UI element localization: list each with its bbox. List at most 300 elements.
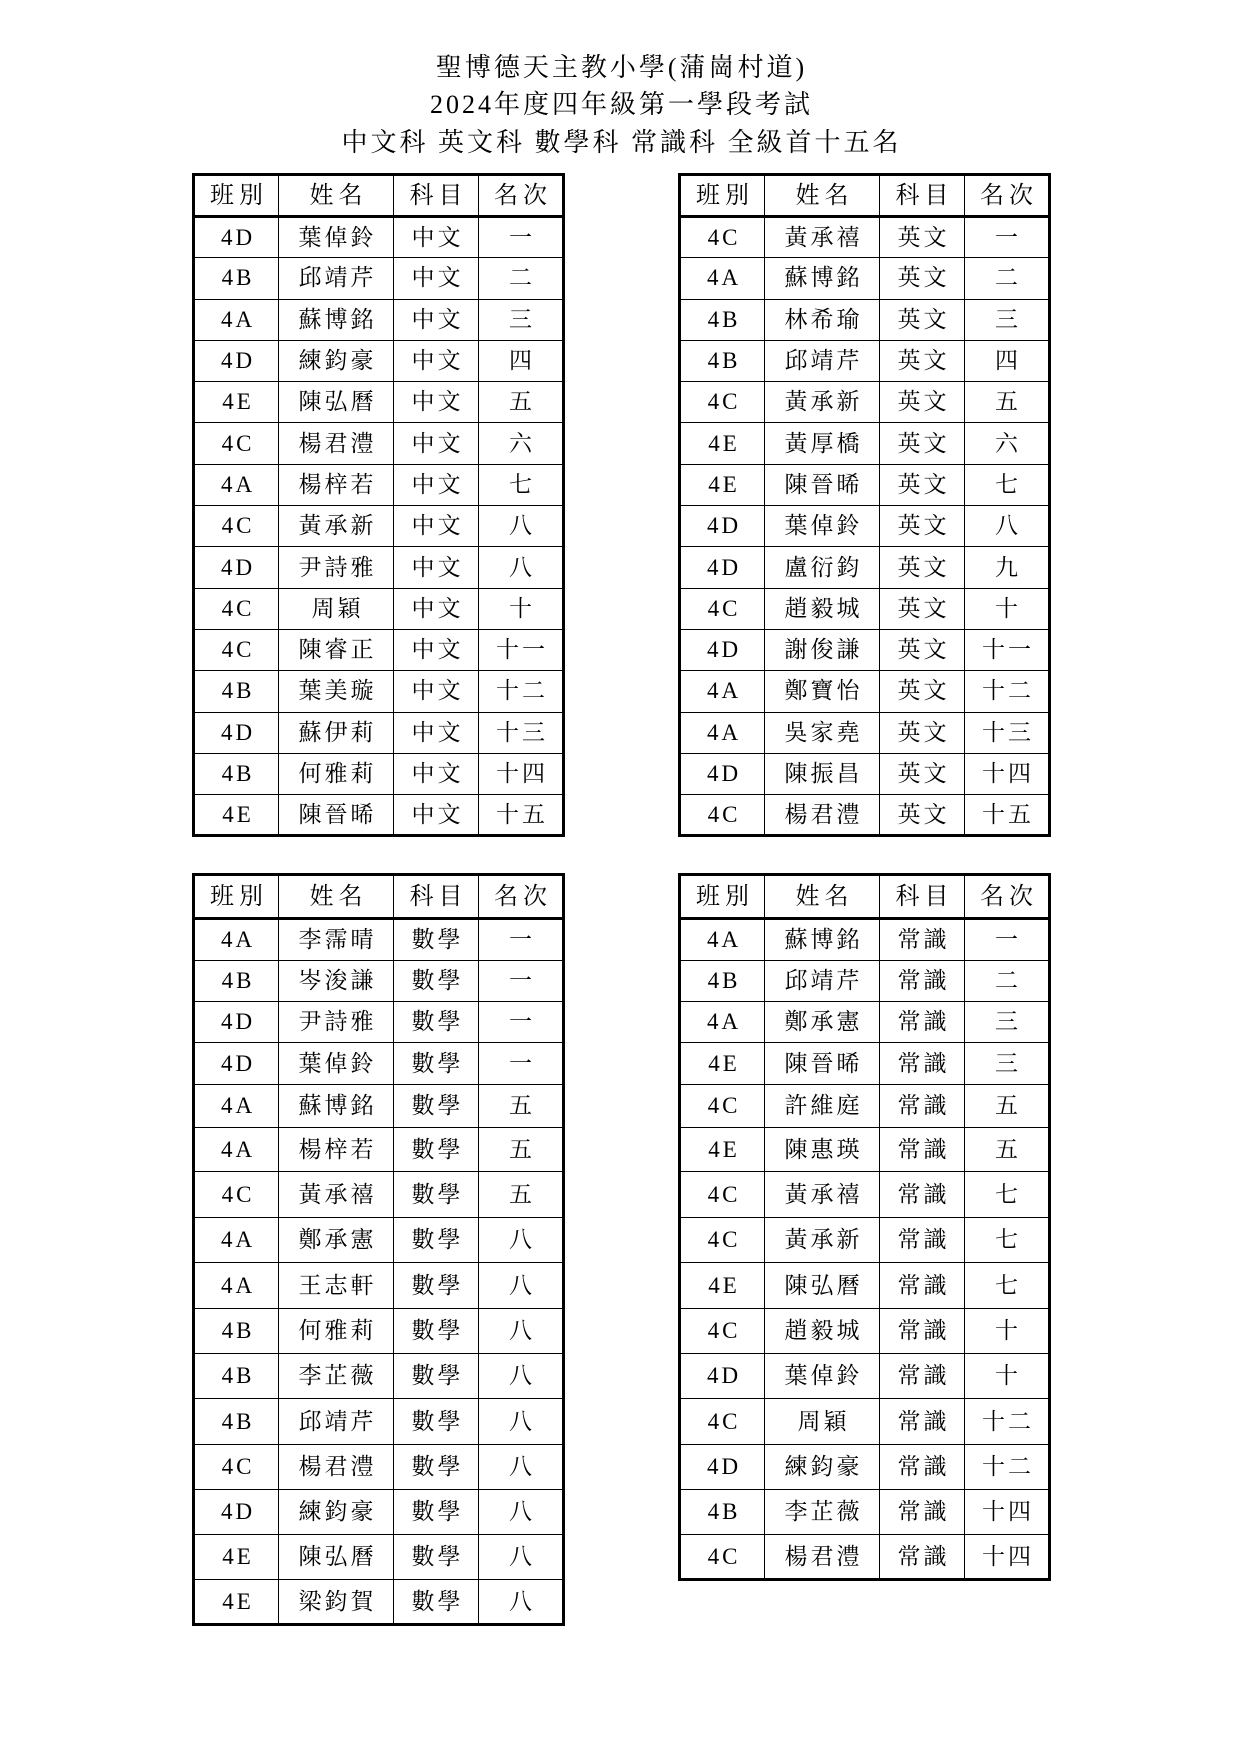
table-row [680, 299, 1050, 340]
subject-cell: 常識 [880, 961, 965, 1002]
class-cell: 4A [680, 258, 765, 299]
rank-cell: 八 [479, 1580, 564, 1625]
subject-cell: 數學 [394, 961, 479, 1002]
column-header-name: 姓名 [765, 175, 880, 217]
subject-cell: 英文 [880, 258, 965, 299]
rank-cell: 十一 [965, 629, 1050, 670]
table-row [194, 1354, 564, 1399]
rank-cell: 五 [965, 1128, 1050, 1172]
class-cell: 4E [194, 795, 279, 836]
rank-cell: 十 [479, 588, 564, 629]
name-cell: 楊君澧 [765, 1535, 880, 1580]
column-header-class: 班別 [680, 175, 765, 217]
subject-cell: 中文 [394, 629, 479, 670]
table-row [680, 1309, 1050, 1354]
table-row [680, 1002, 1050, 1043]
subject-cell: 英文 [880, 671, 965, 712]
subject-cell: 數學 [394, 1043, 479, 1085]
subject-cell: 數學 [394, 1002, 479, 1043]
name-cell: 鄭承憲 [279, 1218, 394, 1263]
name-cell: 李芷薇 [279, 1354, 394, 1399]
subject-cell: 中文 [394, 795, 479, 836]
rank-cell: 十二 [965, 1445, 1050, 1490]
subject-cell: 數學 [394, 1490, 479, 1535]
subject-cell: 英文 [880, 423, 965, 464]
class-cell: 4C [680, 382, 765, 423]
subject-cell: 常識 [880, 1085, 965, 1128]
class-cell: 4D [680, 629, 765, 670]
column-header-class: 班別 [680, 875, 765, 919]
rank-cell: 十四 [965, 753, 1050, 794]
rank-cell: 二 [965, 961, 1050, 1002]
class-cell: 4A [680, 712, 765, 753]
subject-cell: 常識 [880, 1399, 965, 1445]
name-cell: 蘇博銘 [279, 1085, 394, 1128]
class-cell: 4D [194, 1490, 279, 1535]
rank-cell: 七 [479, 464, 564, 505]
class-cell: 4C [680, 217, 765, 258]
name-cell: 葉倬鈴 [279, 217, 394, 258]
document-subtitle: 中文科 英文科 數學科 常識科 全級首十五名 [341, 128, 902, 157]
name-cell: 陳睿正 [279, 629, 394, 670]
class-cell: 4C [194, 1445, 279, 1490]
table-row [194, 753, 564, 794]
rank-cell: 十三 [965, 712, 1050, 753]
rank-cell: 五 [965, 1085, 1050, 1128]
class-cell: 4A [194, 919, 279, 961]
name-cell: 岑浚謙 [279, 961, 394, 1002]
chinese-ranking-table [192, 173, 565, 837]
class-cell: 4C [194, 1172, 279, 1218]
class-cell: 4C [680, 1172, 765, 1218]
table-header-row [194, 175, 564, 217]
rank-cell: 五 [479, 1085, 564, 1128]
subject-cell: 數學 [394, 1172, 479, 1218]
table-row [680, 1128, 1050, 1172]
table-body [680, 217, 1050, 836]
table-row [194, 382, 564, 423]
subject-cell: 中文 [394, 464, 479, 505]
table-header-row [680, 175, 1050, 217]
rank-cell: 四 [479, 340, 564, 381]
class-cell: 4C [194, 423, 279, 464]
table-row [194, 1218, 564, 1263]
table-row [194, 258, 564, 299]
name-cell: 楊君澧 [765, 795, 880, 836]
table-row [680, 961, 1050, 1002]
table-row [194, 629, 564, 670]
subject-cell: 中文 [394, 382, 479, 423]
table-row [680, 795, 1050, 836]
subject-cell: 常識 [880, 1535, 965, 1580]
rank-cell: 三 [965, 1043, 1050, 1085]
name-cell: 趙毅城 [765, 588, 880, 629]
subject-cell: 英文 [880, 712, 965, 753]
name-cell: 練鈞豪 [765, 1445, 880, 1490]
rank-cell: 五 [479, 1128, 564, 1172]
name-cell: 黃承新 [765, 1218, 880, 1263]
class-cell: 4A [194, 1263, 279, 1309]
subject-cell: 數學 [394, 1218, 479, 1263]
name-cell: 黃承新 [765, 382, 880, 423]
name-cell: 葉倬鈴 [279, 1043, 394, 1085]
class-cell: 4A [680, 671, 765, 712]
subject-cell: 英文 [880, 629, 965, 670]
table-row [680, 1445, 1050, 1490]
class-cell: 4B [194, 753, 279, 794]
name-cell: 謝俊謙 [765, 629, 880, 670]
rank-cell: 五 [965, 382, 1050, 423]
table-header-row [194, 875, 564, 919]
rank-cell: 十 [965, 1309, 1050, 1354]
table-row [680, 1354, 1050, 1399]
name-cell: 楊梓若 [279, 464, 394, 505]
class-cell: 4E [680, 1128, 765, 1172]
class-cell: 4B [194, 961, 279, 1002]
class-cell: 4B [194, 1309, 279, 1354]
class-cell: 4C [680, 588, 765, 629]
class-cell: 4B [194, 258, 279, 299]
rank-cell: 十五 [965, 795, 1050, 836]
rank-cell: 五 [479, 1172, 564, 1218]
rank-cell: 九 [965, 547, 1050, 588]
subject-cell: 常識 [880, 1490, 965, 1535]
rank-cell: 八 [479, 1535, 564, 1580]
subject-cell: 中文 [394, 671, 479, 712]
class-cell: 4C [194, 629, 279, 670]
subject-cell: 英文 [880, 547, 965, 588]
class-cell: 4A [194, 1085, 279, 1128]
name-cell: 葉倬鈴 [765, 506, 880, 547]
subject-cell: 英文 [880, 382, 965, 423]
class-cell: 4B [680, 299, 765, 340]
rank-cell: 一 [479, 1002, 564, 1043]
table-row [194, 547, 564, 588]
subject-cell: 數學 [394, 1399, 479, 1445]
name-cell: 盧衍鈞 [765, 547, 880, 588]
rank-cell: 十四 [965, 1535, 1050, 1580]
table-row [194, 1002, 564, 1043]
table-row [680, 671, 1050, 712]
math-ranking-table [192, 873, 565, 1626]
column-header-class: 班別 [194, 175, 279, 217]
column-header-name: 姓名 [279, 175, 394, 217]
rank-cell: 八 [965, 506, 1050, 547]
rank-cell: 十四 [965, 1490, 1050, 1535]
class-cell: 4E [194, 1535, 279, 1580]
table-row [680, 629, 1050, 670]
subject-cell: 英文 [880, 464, 965, 505]
subject-cell: 數學 [394, 1263, 479, 1309]
table-row [680, 1263, 1050, 1309]
table-row [680, 1535, 1050, 1580]
rank-cell: 六 [479, 423, 564, 464]
name-cell: 蘇博銘 [765, 919, 880, 961]
rank-cell: 七 [965, 1172, 1050, 1218]
class-cell: 4B [194, 1399, 279, 1445]
table-row [194, 1128, 564, 1172]
name-cell: 黃厚橋 [765, 423, 880, 464]
rank-cell: 十二 [479, 671, 564, 712]
rank-cell: 八 [479, 1445, 564, 1490]
rank-cell: 十四 [479, 753, 564, 794]
name-cell: 尹詩雅 [279, 547, 394, 588]
name-cell: 梁鈞賀 [279, 1580, 394, 1625]
subject-cell: 英文 [880, 795, 965, 836]
rank-cell: 十五 [479, 795, 564, 836]
rank-cell: 八 [479, 1263, 564, 1309]
subject-cell: 英文 [880, 506, 965, 547]
name-cell: 練鈞豪 [279, 340, 394, 381]
table-row [194, 588, 564, 629]
name-cell: 黃承禧 [765, 1172, 880, 1218]
subject-cell: 數學 [394, 919, 479, 961]
column-header-rank: 名次 [965, 875, 1050, 919]
table-row [680, 1218, 1050, 1263]
table-row [194, 423, 564, 464]
subject-cell: 常識 [880, 1309, 965, 1354]
table-body [680, 919, 1050, 1580]
subject-cell: 數學 [394, 1128, 479, 1172]
name-cell: 鄭承憲 [765, 1002, 880, 1043]
class-cell: 4E [680, 464, 765, 505]
class-cell: 4C [680, 1309, 765, 1354]
name-cell: 吳家堯 [765, 712, 880, 753]
table-row [680, 258, 1050, 299]
name-cell: 蘇伊莉 [279, 712, 394, 753]
class-cell: 4E [680, 1043, 765, 1085]
class-cell: 4D [194, 1043, 279, 1085]
subject-cell: 常識 [880, 1354, 965, 1399]
class-cell: 4C [680, 1535, 765, 1580]
rank-cell: 一 [965, 919, 1050, 961]
class-cell: 4E [680, 1263, 765, 1309]
rank-cell: 七 [965, 464, 1050, 505]
rank-cell: 一 [479, 217, 564, 258]
table-row [680, 547, 1050, 588]
subject-cell: 常識 [880, 1128, 965, 1172]
subject-cell: 英文 [880, 588, 965, 629]
name-cell: 周穎 [765, 1399, 880, 1445]
subject-cell: 中文 [394, 753, 479, 794]
table-row [194, 299, 564, 340]
name-cell: 楊君澧 [279, 423, 394, 464]
table-row [680, 340, 1050, 381]
table-row [194, 1490, 564, 1535]
class-cell: 4B [680, 340, 765, 381]
subject-cell: 中文 [394, 423, 479, 464]
table-row [194, 340, 564, 381]
name-cell: 黃承新 [279, 506, 394, 547]
class-cell: 4C [680, 795, 765, 836]
table-row [194, 712, 564, 753]
name-cell: 蘇博銘 [279, 299, 394, 340]
column-header-subject: 科目 [880, 875, 965, 919]
subject-cell: 常識 [880, 1002, 965, 1043]
class-cell: 4C [680, 1399, 765, 1445]
class-cell: 4B [680, 1490, 765, 1535]
english-ranking-table [678, 173, 1051, 837]
rank-cell: 八 [479, 1309, 564, 1354]
name-cell: 周穎 [279, 588, 394, 629]
table-row [194, 1309, 564, 1354]
rank-cell: 三 [965, 299, 1050, 340]
subject-cell: 常識 [880, 1218, 965, 1263]
name-cell: 蘇博銘 [765, 258, 880, 299]
rank-cell: 八 [479, 1218, 564, 1263]
name-cell: 陳振昌 [765, 753, 880, 794]
table-body [194, 217, 564, 836]
subject-cell: 中文 [394, 258, 479, 299]
name-cell: 葉倬鈴 [765, 1354, 880, 1399]
name-cell: 黃承禧 [279, 1172, 394, 1218]
class-cell: 4D [194, 547, 279, 588]
class-cell: 4B [194, 671, 279, 712]
subject-cell: 中文 [394, 340, 479, 381]
subject-cell: 中文 [394, 588, 479, 629]
class-cell: 4B [680, 961, 765, 1002]
rank-cell: 六 [965, 423, 1050, 464]
name-cell: 何雅莉 [279, 1309, 394, 1354]
subject-cell: 數學 [394, 1309, 479, 1354]
class-cell: 4D [680, 753, 765, 794]
name-cell: 陳晉晞 [279, 795, 394, 836]
table-row [194, 919, 564, 961]
name-cell: 楊梓若 [279, 1128, 394, 1172]
rank-cell: 八 [479, 1399, 564, 1445]
name-cell: 陳弘曆 [279, 1535, 394, 1580]
table-row [194, 671, 564, 712]
name-cell: 邱靖芹 [765, 961, 880, 1002]
column-header-subject: 科目 [880, 175, 965, 217]
subject-cell: 常識 [880, 1172, 965, 1218]
subject-cell: 英文 [880, 753, 965, 794]
table-row [194, 1535, 564, 1580]
name-cell: 王志軒 [279, 1263, 394, 1309]
class-cell: 4D [680, 547, 765, 588]
class-cell: 4D [680, 1354, 765, 1399]
name-cell: 陳惠瑛 [765, 1128, 880, 1172]
rank-cell: 八 [479, 547, 564, 588]
table-row [680, 1172, 1050, 1218]
subject-cell: 中文 [394, 217, 479, 258]
name-cell: 邱靖芹 [765, 340, 880, 381]
rank-cell: 四 [965, 340, 1050, 381]
rank-cell: 三 [479, 299, 564, 340]
table-row [194, 217, 564, 258]
rank-cell: 二 [965, 258, 1050, 299]
class-cell: 4D [194, 1002, 279, 1043]
name-cell: 鄭寶怡 [765, 671, 880, 712]
table-row [194, 961, 564, 1002]
subject-cell: 常識 [880, 1445, 965, 1490]
subject-cell: 數學 [394, 1445, 479, 1490]
column-header-subject: 科目 [394, 875, 479, 919]
name-cell: 黃承禧 [765, 217, 880, 258]
class-cell: 4E [194, 382, 279, 423]
rank-cell: 八 [479, 1354, 564, 1399]
rank-cell: 一 [479, 961, 564, 1002]
name-cell: 楊君澧 [279, 1445, 394, 1490]
table-row [194, 464, 564, 505]
name-cell: 葉美璇 [279, 671, 394, 712]
subject-cell: 中文 [394, 547, 479, 588]
school-name: 聖博德天主教小學(蒲崗村道) [435, 53, 808, 82]
subject-cell: 中文 [394, 712, 479, 753]
table-row [194, 1399, 564, 1445]
table-row [680, 1085, 1050, 1128]
table-row [194, 1263, 564, 1309]
name-cell: 李芷薇 [765, 1490, 880, 1535]
class-cell: 4C [194, 506, 279, 547]
table-row [194, 1580, 564, 1625]
class-cell: 4B [194, 1354, 279, 1399]
subject-cell: 常識 [880, 919, 965, 961]
subject-cell: 數學 [394, 1085, 479, 1128]
table-row [680, 506, 1050, 547]
class-cell: 4E [680, 423, 765, 464]
class-cell: 4C [680, 1085, 765, 1128]
table-row [680, 1399, 1050, 1445]
table-body [194, 919, 564, 1625]
table-row [680, 382, 1050, 423]
rank-cell: 十二 [965, 671, 1050, 712]
name-cell: 李霈晴 [279, 919, 394, 961]
class-cell: 4A [194, 299, 279, 340]
column-header-rank: 名次 [479, 175, 564, 217]
rank-cell: 五 [479, 382, 564, 423]
class-cell: 4E [194, 1580, 279, 1625]
class-cell: 4D [194, 217, 279, 258]
rank-cell: 十二 [965, 1399, 1050, 1445]
rank-cell: 十 [965, 588, 1050, 629]
exam-title: 2024年度四年級第一學段考試 [429, 90, 813, 119]
rank-cell: 七 [965, 1218, 1050, 1263]
class-cell: 4A [680, 1002, 765, 1043]
subject-cell: 英文 [880, 217, 965, 258]
name-cell: 邱靖芹 [279, 258, 394, 299]
column-header-rank: 名次 [479, 875, 564, 919]
name-cell: 練鈞豪 [279, 1490, 394, 1535]
column-header-name: 姓名 [279, 875, 394, 919]
class-cell: 4A [194, 1128, 279, 1172]
rank-cell: 三 [965, 1002, 1050, 1043]
name-cell: 陳弘曆 [765, 1263, 880, 1309]
rank-cell: 一 [479, 1043, 564, 1085]
table-row [680, 753, 1050, 794]
table-header-row [680, 875, 1050, 919]
table-row [680, 1043, 1050, 1085]
table-row [194, 506, 564, 547]
class-cell: 4A [680, 919, 765, 961]
class-cell: 4C [194, 588, 279, 629]
table-row [680, 217, 1050, 258]
table-row [680, 588, 1050, 629]
class-cell: 4D [680, 506, 765, 547]
column-header-rank: 名次 [965, 175, 1050, 217]
subject-cell: 英文 [880, 340, 965, 381]
name-cell: 尹詩雅 [279, 1002, 394, 1043]
class-cell: 4D [680, 1445, 765, 1490]
class-cell: 4A [194, 1218, 279, 1263]
rank-cell: 八 [479, 506, 564, 547]
table-row [680, 712, 1050, 753]
name-cell: 陳晉晞 [765, 464, 880, 505]
rank-cell: 十一 [479, 629, 564, 670]
rank-cell: 二 [479, 258, 564, 299]
class-cell: 4D [194, 340, 279, 381]
table-row [194, 1172, 564, 1218]
